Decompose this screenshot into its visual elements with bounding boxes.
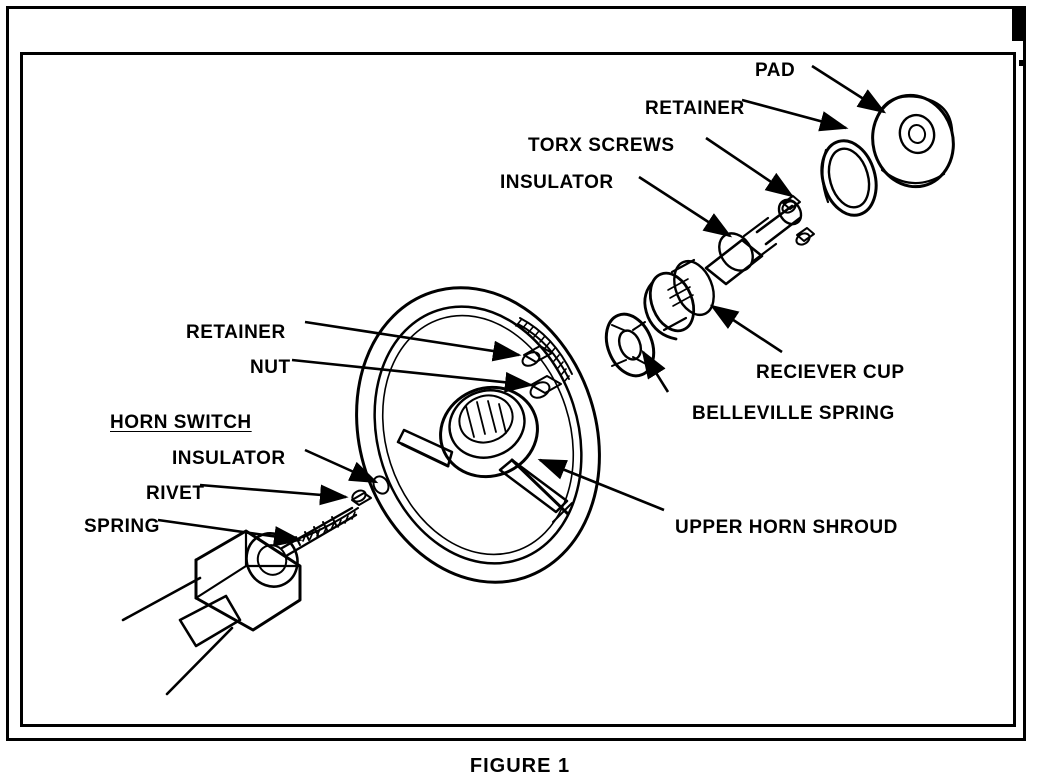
callout-torx-screws: TORX SCREWS bbox=[528, 135, 675, 156]
callout-retainer-upper: RETAINER bbox=[645, 98, 745, 119]
callout-retainer-lower: RETAINER bbox=[186, 322, 286, 343]
scan-notch-top bbox=[1012, 9, 1026, 41]
callout-reciever-cup: RECIEVER CUP bbox=[756, 362, 905, 383]
callout-insulator-upper: INSULATOR bbox=[500, 172, 614, 193]
callout-pad: PAD bbox=[755, 60, 796, 81]
scan-notch-right bbox=[1019, 60, 1026, 66]
callout-spring: SPRING bbox=[84, 516, 160, 537]
callout-belleville-spring: BELLEVILLE SPRING bbox=[692, 403, 895, 424]
callout-horn-switch-group-title: HORN SWITCH bbox=[110, 412, 252, 433]
page-border-inner bbox=[20, 52, 1016, 727]
callout-upper-horn-shroud: UPPER HORN SHROUD bbox=[675, 517, 898, 538]
callout-rivet: RIVET bbox=[146, 483, 205, 504]
figure-caption: FIGURE 1 bbox=[469, 755, 571, 777]
callout-insulator-lower: INSULATOR bbox=[172, 448, 286, 469]
callout-nut: NUT bbox=[250, 357, 291, 378]
